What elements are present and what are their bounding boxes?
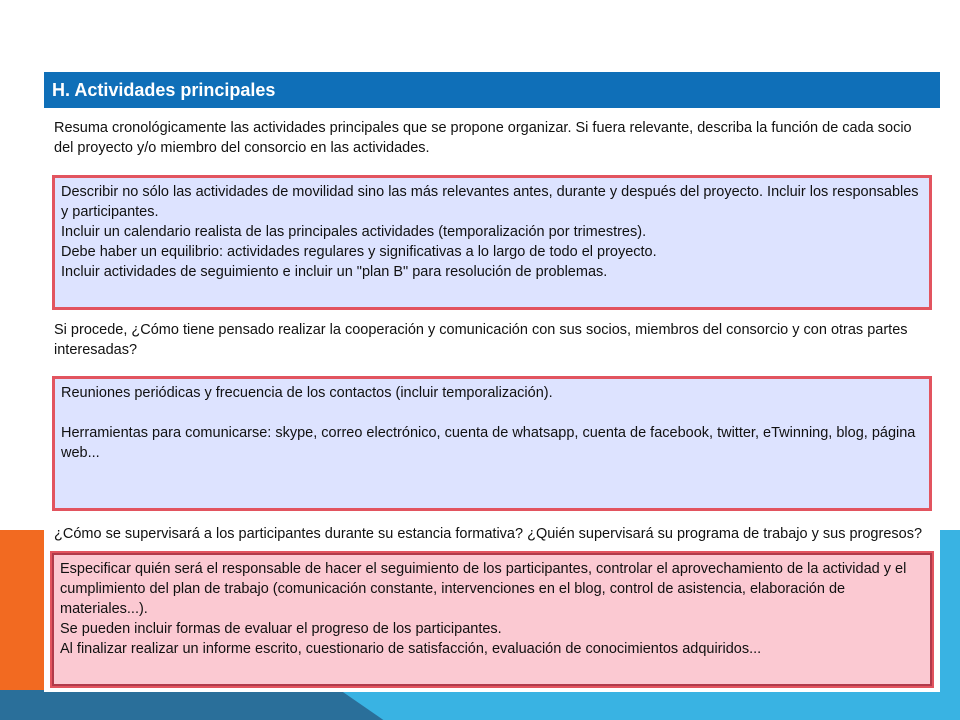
guidance-line: Se pueden incluir formas de evaluar el progreso de los participantes.: [60, 621, 502, 637]
guidance-line: Incluir actividades de seguimiento e incluir un "plan B" para resolución de problemas.: [61, 264, 608, 280]
guidance-line: Debe haber un equilibrio: actividades regulares y significativas a lo largo de todo el proyecto.: [61, 244, 657, 260]
guidance-box-supervision: [52, 553, 932, 686]
form-section: [44, 72, 940, 692]
guidance-line: Describir no sólo las actividades de movilidad sino las más relevantes antes, durante y después del proyecto. Incluir los responsables y participantes.: [61, 184, 919, 220]
question-cooperation: Si procede, ¿Cómo tiene pensado realizar la cooperación y comunicación con sus socios, miembros del consorcio y con otras partes interesadas?: [54, 322, 908, 358]
decor-bottom-light-band: [340, 690, 960, 720]
guidance-line: Especificar quién será el responsable de hacer el seguimiento de los participantes, controlar el aprovechamiento de la actividad y el cumplimiento del plan de trabajo (comunicación constante, intervenciones en el blog, control de asistencia, elaboración de materiales...).: [60, 561, 907, 617]
guidance-line: Al finalizar realizar un informe escrito, cuestionario de satisfacción, evaluación de conocimientos adquiridos...: [60, 641, 762, 657]
guidance-line: Herramientas para comunicarse: skype, correo electrónico, cuenta de whatsapp, cuenta de facebook, twitter, eTwinning, blog, página web...: [61, 425, 916, 461]
guidance-box-communication: [52, 376, 932, 511]
section-header: H. Actividades principales: [44, 72, 940, 108]
question-supervision: ¿Cómo se supervisará a los participantes durante su estancia formativa? ¿Quién supervisará su programa de trabajo y sus progresos?: [54, 526, 923, 542]
question-activities: Resuma cronológicamente las actividades principales que se propone organizar. Si fuera relevante, describa la función de cada socio del proyecto y/o miembro del consorcio en las actividades.: [54, 120, 912, 156]
guidance-box-activities: [52, 175, 932, 310]
guidance-line: Incluir un calendario realista de las principales actividades (temporalización por trimestres).: [61, 224, 647, 240]
guidance-line: Reuniones periódicas y frecuencia de los contactos (incluir temporalización).: [61, 385, 553, 401]
